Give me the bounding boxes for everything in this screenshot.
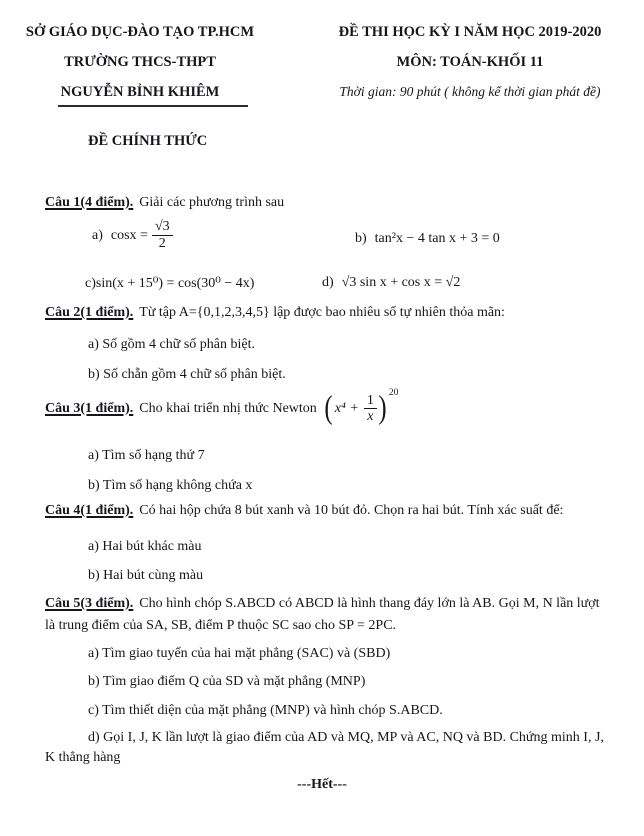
question-1-intro: Giải các phương trình sau xyxy=(139,195,285,210)
equation-1d xyxy=(322,275,460,291)
end-of-exam-label: ---Hết--- xyxy=(297,777,347,792)
binomial-fraction xyxy=(364,393,377,425)
newton-binomial-expression xyxy=(323,388,399,426)
question-5-item-c: c) Tìm thiết diện của mặt phẳng (MNP) và hình chóp S.ABCD. xyxy=(88,703,443,718)
exam-subject: MÔN: TOÁN-KHỐI 11 xyxy=(396,54,544,70)
header-divider-line xyxy=(58,105,248,107)
question-1 xyxy=(45,195,284,211)
question-2 xyxy=(45,305,505,321)
question-2-heading: Câu 2(1 điểm). xyxy=(45,305,134,320)
equation-1a xyxy=(92,219,173,252)
school-type: TRƯỜNG THCS-THPT xyxy=(64,54,216,70)
equation-1c-label: c) xyxy=(85,275,96,291)
question-3-item-a: a) Tìm số hạng thứ 7 xyxy=(88,448,205,463)
question-5-heading: Câu 5(3 điểm). xyxy=(45,596,134,611)
question-4 xyxy=(45,503,563,519)
question-5-item-a: a) Tìm giao tuyến của hai mặt phẳng (SAC) và (SBD) xyxy=(88,646,391,661)
question-2-item-a: a) Số gồm 4 chữ số phân biệt. xyxy=(88,337,256,352)
equation-1c xyxy=(85,275,254,292)
question-3-intro: Cho khai triển nhị thức Newton xyxy=(139,400,317,416)
question-4-heading: Câu 4(1 điểm). xyxy=(45,503,134,518)
equation-1a-label: a) xyxy=(92,227,103,243)
question-3 xyxy=(45,388,399,426)
fraction-numerator: √3 xyxy=(152,219,173,236)
equation-1b xyxy=(355,231,500,247)
equation-1a-lhs: cosx = xyxy=(110,227,148,243)
question-3-item-b: b) Tìm số hạng không chứa x xyxy=(88,478,253,493)
school-header-block xyxy=(18,17,262,107)
question-2-intro: Từ tập A={0,1,2,3,4,5} lập được bao nhiêu số tự nhiên thỏa mãn: xyxy=(139,305,505,320)
question-5-item-b: b) Tìm giao điểm Q của SD và mặt phẳng (MNP) xyxy=(88,674,366,689)
equation-1b-expression: tan²x − 4 tan x + 3 = 0 xyxy=(374,231,500,246)
right-parenthesis: ) xyxy=(378,390,387,426)
exam-title: ĐỀ THI HỌC KỲ I NĂM HỌC 2019-2020 xyxy=(338,24,602,40)
question-4-intro: Có hai hộp chứa 8 bút xanh và 10 bút đỏ. Chọn ra hai bút. Tính xác suất để: xyxy=(139,503,564,518)
question-5-intro-line2: là trung điểm của SA, SB, điểm P thuộc SC sao cho SP = 2PC. xyxy=(45,618,397,633)
equation-1b-label: b) xyxy=(355,231,367,246)
equation-1d-label: d) xyxy=(322,275,334,290)
question-3-heading: Câu 3(1 điểm). xyxy=(45,400,134,416)
question-1-heading: Câu 1(4 điểm). xyxy=(45,195,134,210)
question-4-item-b: b) Hai bút cùng màu xyxy=(88,568,204,583)
question-5-item-d-line1: d) Gọi I, J, K lần lượt là giao điểm của AD và MQ, MP và AC, NQ và BD. Chứng minh I, J, xyxy=(88,730,604,745)
department-name: SỞ GIÁO DỤC-ĐÀO TẠO TP.HCM xyxy=(25,24,255,40)
question-5 xyxy=(45,593,607,637)
question-5-intro-line1: Cho hình chóp S.ABCD có ABCD là hình thang đáy lớn là AB. Gọi M, N lần lượt xyxy=(139,596,600,611)
equation-1a-fraction xyxy=(152,219,173,252)
question-2-item-b: b) Số chẵn gồm 4 chữ số phân biệt. xyxy=(88,367,286,382)
binomial-exponent: 20 xyxy=(388,388,399,398)
school-name: NGUYỄN BỈNH KHIÊM xyxy=(60,84,220,100)
fraction-denominator: x xyxy=(367,409,374,424)
official-exam-label: ĐỀ CHÍNH THỨC xyxy=(88,133,208,149)
question-4-item-a: a) Hai bút khác màu xyxy=(88,539,202,554)
exam-header-block xyxy=(302,17,638,107)
fraction-numerator: 1 xyxy=(364,393,377,409)
fraction-denominator: 2 xyxy=(158,236,166,252)
equation-1c-expression: sin(x + 15⁰) = cos(30⁰ − 4x) xyxy=(95,276,255,291)
binomial-base-term: x⁴ + xyxy=(334,400,359,416)
left-parenthesis: ( xyxy=(324,390,333,426)
question-5-item-d-line2: K thẳng hàng xyxy=(45,750,121,765)
equation-1d-expression: √3 sin x + cos x = √2 xyxy=(341,275,461,290)
exam-duration: Thời gian: 90 phút ( không kể thời gian phát đề) xyxy=(339,84,601,99)
